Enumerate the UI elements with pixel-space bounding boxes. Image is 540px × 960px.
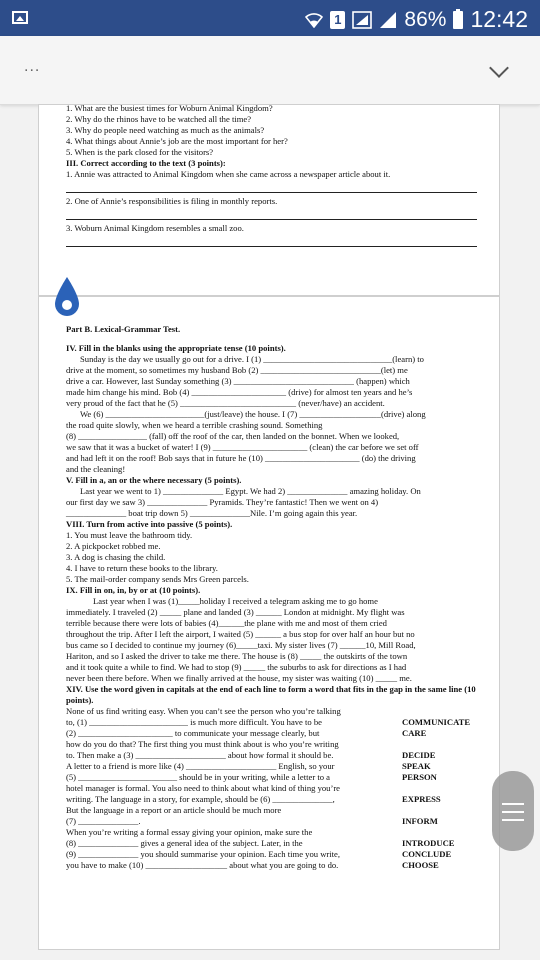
- exercise-line: ______________ boat trip down 5) ______________Nile. I’m going again this year.: [66, 508, 358, 518]
- gallery-notification-icon: [12, 11, 28, 24]
- section-title: V. Fill in a, an or the where necessary (5 points).: [66, 475, 242, 485]
- keyword: CONCLUDE: [402, 849, 452, 859]
- question-line: 4. What things about Annie’s job are the most important for her?: [66, 136, 288, 146]
- exercise-line: you have to make (10) ___________________ about what you are going to do.: [66, 860, 339, 870]
- exercise-line: and had left it on the roof! Bob says that in future he (10) ______________________ (do) the driving: [66, 453, 416, 463]
- exercise-iv: [66, 354, 477, 475]
- more-options-button[interactable]: ...: [24, 58, 41, 75]
- part-title: Part B. Lexical-Grammar Test.: [66, 324, 181, 334]
- wifi-icon: [305, 12, 323, 28]
- exercise-line: (2) ______________________ to communicate your message clearly, but: [66, 728, 320, 738]
- exercise-line: None of us find writing easy. When you can’t see the person who you’re talking: [66, 706, 341, 716]
- keyword: INFORM: [402, 816, 438, 826]
- correct-item: 1. Annie was attracted to Animal Kingdom when she came across a newspaper article about it.: [66, 169, 391, 179]
- page1-content: [66, 103, 477, 250]
- keyword: CHOOSE: [402, 860, 439, 870]
- answer-line: [66, 183, 477, 193]
- exercise-ix: [66, 596, 477, 684]
- answer-line: [66, 237, 477, 247]
- chevron-down-icon[interactable]: [489, 58, 509, 78]
- exercise-line: hotel manager is formal. You also need to think about what kind of thing you’re: [66, 783, 340, 793]
- keyword: EXPRESS: [402, 794, 441, 804]
- exercise-line: (5) _______________________ should be in your writing, while a letter to a: [66, 772, 330, 782]
- exercise-line: A letter to a friend is more like (4) _____________________ English, so your: [66, 761, 335, 771]
- status-bar: [0, 0, 540, 36]
- keyword: DECIDE: [402, 750, 436, 760]
- page2-content: [66, 324, 477, 871]
- exercise-line: Last year when I was (1)_____holiday I received a telegram asking me to go home: [93, 596, 378, 606]
- exercise-line: Hariton, and so I asked the driver to take me there. The house is (8) _____ the outskirts of the town: [66, 651, 408, 661]
- keyword: SPEAK: [402, 761, 431, 771]
- clock: 12:42: [470, 6, 528, 32]
- signal-bars-icon: [379, 11, 397, 29]
- section-title: VIII. Turn from active into passive (5 points).: [66, 519, 233, 529]
- keyword: CARE: [402, 728, 427, 738]
- exercise-line: Last year we went to 1) ______________ Egypt. We had 2) ______________ amazing holiday. On: [80, 486, 421, 496]
- battery-icon: [453, 11, 463, 29]
- exercise-line: and the cleaning!: [66, 464, 126, 474]
- exercise-line: 1. You must leave the bathroom tidy.: [66, 530, 193, 540]
- exercise-line: 4. I have to return these books to the library.: [66, 563, 218, 573]
- battery-percent: 86%: [404, 7, 447, 31]
- exercise-line: immediately. I traveled (2) _____ plane and landed (3) ______ London at midnight. My flight was: [66, 607, 405, 617]
- section-title: XIV. Use the word given in capitals at the end of each line to form a word that fits in the gap in the same line (10 points).: [66, 684, 476, 705]
- fast-scroll-handle[interactable]: [492, 771, 534, 851]
- correct-item: 3. Woburn Animal Kingdom resembles a small zoo.: [66, 223, 244, 233]
- document-toolbar: [0, 36, 540, 105]
- exercise-line: writing. The language in a story, for example, should be (6) ______________,: [66, 794, 335, 804]
- keyword: INTRODUCE: [402, 838, 455, 848]
- question-line: 3. Why do people need watching as much as the animals?: [66, 125, 265, 135]
- question-line: 1. What are the busiest times for Woburn Animal Kingdom?: [66, 103, 273, 113]
- exercise-line: 5. The mail-order company sends Mrs Green parcels.: [66, 574, 249, 584]
- signal-icon: [352, 11, 372, 29]
- exercise-line: and it took quite a while to find. We had to stop (9) _____ the suburbs to ask for directions as I had: [66, 662, 407, 672]
- exercise-line: When you’re writing a formal essay giving your opinion, make sure the: [66, 827, 313, 837]
- answer-line: [66, 210, 477, 220]
- exercise-line: (8) ______________ gives a general idea of the subject. Later, in the: [66, 838, 303, 848]
- sim-badge: 1: [330, 11, 345, 29]
- question-line: 2. Why do the rhinos have to be watched all the time?: [66, 114, 252, 124]
- exercise-line: very proud of the fact that he (5) ___________________________ (never/have) an accident.: [66, 398, 385, 408]
- exercise-line: made him change his mind. Bob (4) ______________________ (drive) for almost ten years and he’s: [66, 387, 413, 397]
- section-title: III. Correct according to the text (3 points):: [66, 158, 226, 168]
- section-title: IX. Fill in on, in, by or at (10 points).: [66, 585, 201, 595]
- exercise-line: 2. A pickpocket robbed me.: [66, 541, 161, 551]
- water-drop-icon: [52, 275, 82, 319]
- exercise-line: how do you do that? The first thing you must think about is who you’re writing: [66, 739, 339, 749]
- exercise-line: We (6) _______________________(just/leave) the house. I (7) ___________________(drive) along: [80, 409, 426, 419]
- exercise-line: the road quite slowly, when we heard a terrible crashing sound. Something: [66, 420, 323, 430]
- exercise-line: drive at the moment, so sometimes my husband Bob (2) ____________________________(let) me: [66, 365, 408, 375]
- document-page-2: [38, 296, 500, 950]
- exercise-v: [66, 486, 477, 519]
- question-line: 5. When is the park closed for the visitors?: [66, 147, 214, 157]
- exercise-xiv: [66, 706, 477, 871]
- exercise-line: terrible because there were lots of babies (4)______the plane with me and most of them cried: [66, 618, 387, 628]
- exercise-line: throughout the trip. After I left the airport, I waited (5) ______ a bus stop for over half an hour but no: [66, 629, 415, 639]
- section-title: IV. Fill in the blanks using the appropriate tense (10 points).: [66, 343, 286, 353]
- exercise-line: never been there before. When we finally arrived at the house, my sister was waiting (10) _____ me.: [66, 673, 412, 683]
- exercise-line: our first day we saw 3) ______________ Pyramids. They’re fantastic! Then we went on 4): [66, 497, 379, 507]
- exercise-line: we saw that it was a bucket of water! I (9) ______________________ (clean) the car before we set off: [66, 442, 419, 452]
- exercise-line: Sunday is the day we usually go out for a drive. I (1) ______________________________(learn) to: [80, 354, 424, 364]
- document-page-1: [38, 104, 500, 296]
- exercise-line: drive a car. However, last Sunday something (3) ____________________________ (happen) which: [66, 376, 410, 386]
- keyword: COMMUNICATE: [402, 717, 471, 727]
- exercise-line: to, (1) _______________________ is much more difficult. You have to be: [66, 717, 322, 727]
- exercise-line: (8) ________________ (fall) off the roof of the car, then landed on the bonnet. When we looked,: [66, 431, 400, 441]
- exercise-line: to. Then make a (3) _____________________ about how formal it should be.: [66, 750, 334, 760]
- exercise-line: (9) ______________ you should summarise your opinion. Each time you write,: [66, 849, 341, 859]
- correct-item: 2. One of Annie’s responsibilities is filing in monthly reports.: [66, 196, 278, 206]
- exercise-line: 3. A dog is chasing the child.: [66, 552, 166, 562]
- keyword: PERSON: [402, 772, 437, 782]
- exercise-line: (7) ______________.: [66, 816, 141, 826]
- exercise-line: But the language in a report or an article should be much more: [66, 805, 282, 815]
- exercise-line: bus came so I decided to continue my journey (6)_____taxi. My sister lives (7) ______10, Mill Road,: [66, 640, 416, 650]
- status-icons: [305, 6, 528, 33]
